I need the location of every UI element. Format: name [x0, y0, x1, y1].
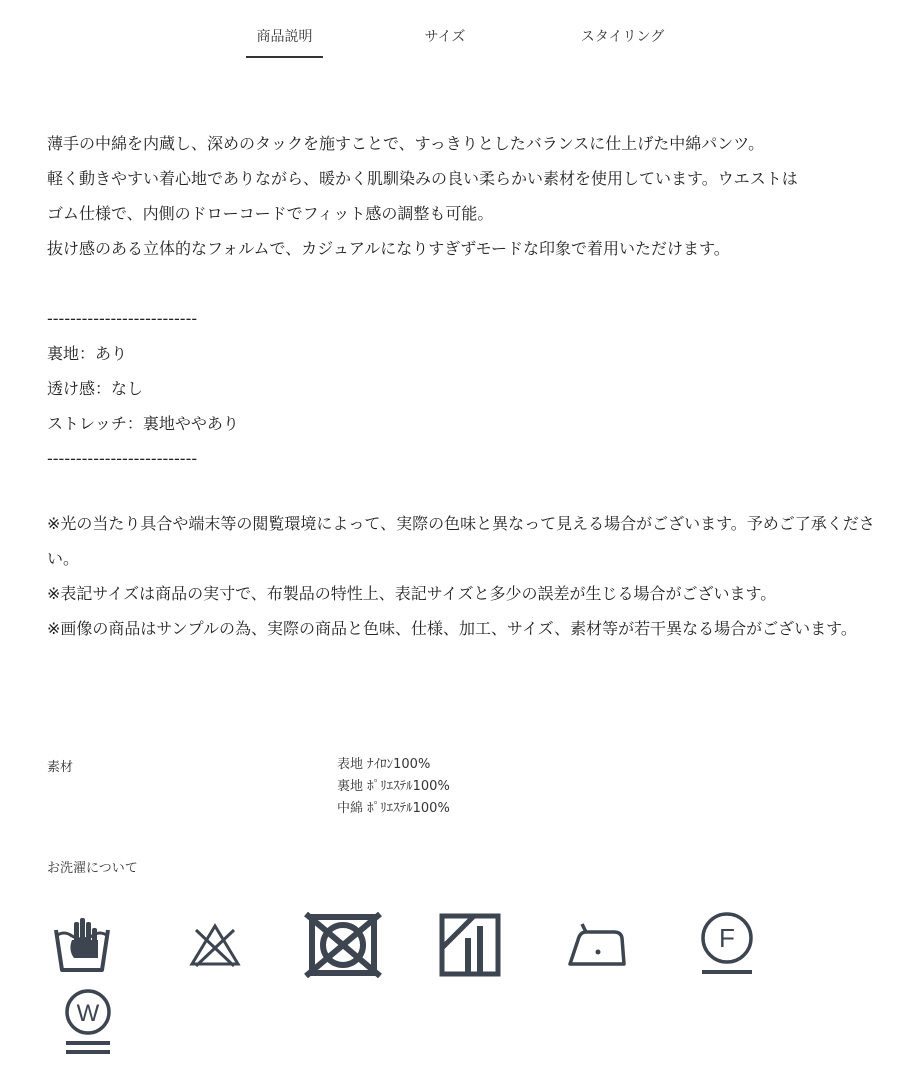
material-padding: 中綿 ﾎﾟﾘｴｽﾃﾙ100%	[337, 801, 450, 816]
material-lining: 裏地 ﾎﾟﾘｴｽﾃﾙ100%	[337, 779, 450, 794]
tab-bar	[0, 0, 922, 58]
material-list	[337, 754, 450, 820]
divider: --------------------------	[47, 309, 198, 328]
material-outer: 表地 ﾅｲﾛﾝ100%	[337, 757, 431, 772]
wet-clean-w-icon	[62, 988, 114, 1056]
low-iron-icon	[566, 918, 630, 970]
wet-clean-letter: W	[76, 1000, 100, 1027]
divider: --------------------------	[47, 449, 198, 468]
notes	[47, 506, 877, 646]
description-line: 抜け感のある立体的なフォルムで、カジュアルになりすぎずモードな印象で着用いただけます。	[47, 239, 730, 258]
description-line: 軽く動きやすい着心地でありながら、暖かく肌馴染みの良い柔らかい素材を使用しています。ウエストは	[47, 169, 798, 188]
no-tumble-dry-icon	[302, 912, 384, 978]
tab-size[interactable]: サイズ	[424, 29, 466, 45]
dry-clean-letter: F	[719, 923, 735, 953]
tab-product-description[interactable]: 商品説明	[246, 26, 323, 58]
material-label: 素材	[47, 760, 74, 775]
spec-stretch: ストレッチ：裏地ややあり	[47, 414, 239, 433]
tab-styling[interactable]: スタイリング	[580, 29, 665, 45]
note-sample: ※画像の商品はサンプルの為、実際の商品と色味、仕様、加工、サイズ、素材等が若干異なる場合がございます。	[47, 619, 857, 638]
care-label: お洗濯について	[47, 861, 138, 876]
no-bleach-icon	[188, 922, 242, 970]
product-description	[47, 126, 877, 476]
description-line: 薄手の中綿を内蔵し、深めのタックを施すことで、すっきりとしたバランスに仕上げた中綿パンツ。	[47, 134, 765, 153]
dry-clean-f-icon	[698, 910, 756, 976]
description-line: ゴム仕様で、内側のドローコードでフィット感の調整も可能。	[47, 204, 494, 223]
spec-lining: 裏地：あり	[47, 344, 128, 363]
line-dry-shade-icon	[438, 912, 502, 978]
hand-wash-icon	[52, 914, 112, 974]
note-size: ※表記サイズは商品の実寸で、布製品の特性上、表記サイズと多少の誤差が生じる場合がございます。	[47, 584, 777, 603]
note-color: ※光の当たり具合や端末等の閲覧環境によって、実際の色味と異なって見える場合がございます。予めご了承ください。	[47, 514, 875, 568]
spec-sheerness: 透け感：なし	[47, 379, 144, 398]
